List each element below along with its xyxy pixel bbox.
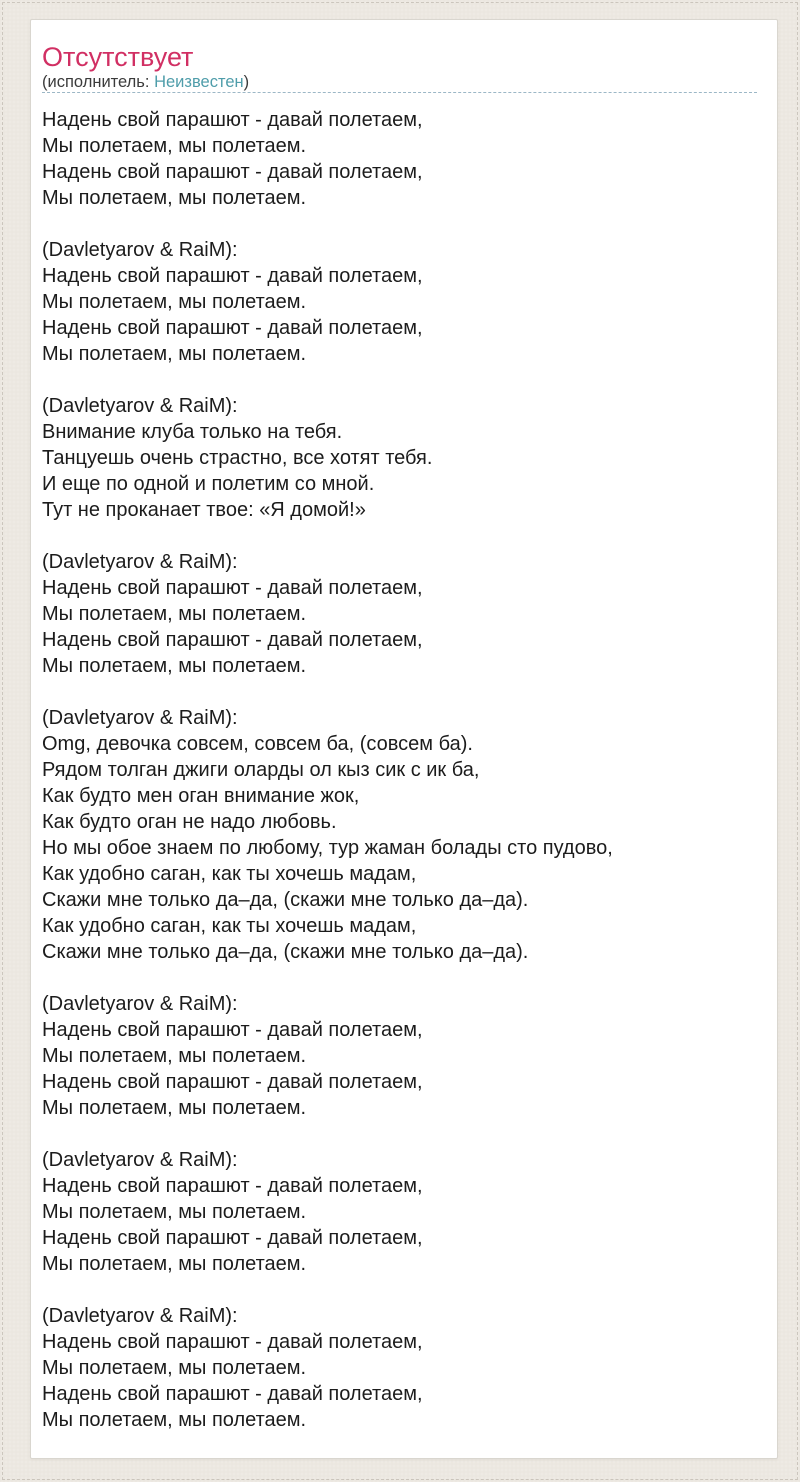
lyrics-line: Надень свой парашют - давай полетаем, [42, 1071, 423, 1093]
lyrics-line: Надень свой парашют - давай полетаем, [42, 109, 423, 131]
lyrics-line: (Davletyarov & RaiM): [42, 239, 238, 261]
lyrics-line: Скажи мне только да–да, (скажи мне только да–да). [42, 889, 529, 911]
lyrics-line: Мы полетаем, мы полетаем. [42, 1357, 307, 1379]
lyrics-stanza [42, 1303, 757, 1433]
lyrics-line: Мы полетаем, мы полетаем. [42, 187, 307, 209]
page-title: Отсутствует [42, 42, 194, 72]
lyrics-line: Мы полетаем, мы полетаем. [42, 603, 307, 625]
artist-row [42, 72, 757, 92]
lyrics-line: Мы полетаем, мы полетаем. [42, 1409, 307, 1431]
lyrics-stanza [42, 107, 757, 211]
lyrics-line: Надень свой парашют - давай полетаем, [42, 1383, 423, 1405]
lyrics-line: Внимание клуба только на тебя. [42, 421, 343, 443]
lyrics-stanza [42, 1147, 757, 1277]
lyrics-line: Мы полетаем, мы полетаем. [42, 291, 307, 313]
song-header [42, 42, 757, 93]
lyrics-text [42, 107, 757, 1433]
lyrics-line: Надень свой парашют - давай полетаем, [42, 629, 423, 651]
lyrics-line: Надень свой парашют - давай полетаем, [42, 317, 423, 339]
lyrics-line: Как будто мен оган внимание жок, [42, 785, 360, 807]
lyrics-line: (Davletyarov & RaiM): [42, 707, 238, 729]
lyrics-stanza [42, 393, 757, 523]
artist-link[interactable]: Неизвестен [154, 73, 244, 91]
artist-label-prefix: (исполнитель: [42, 73, 150, 91]
lyrics-line: Мы полетаем, мы полетаем. [42, 1097, 307, 1119]
lyrics-stanza [42, 237, 757, 367]
lyrics-line: (Davletyarov & RaiM): [42, 993, 238, 1015]
lyrics-stanza [42, 991, 757, 1121]
lyrics-line: (Davletyarov & RaiM): [42, 395, 238, 417]
lyrics-stanza [42, 705, 757, 965]
lyrics-line: Надень свой парашют - давай полетаем, [42, 1019, 423, 1041]
lyrics-line: Надень свой парашют - давай полетаем, [42, 577, 423, 599]
lyrics-line: (Davletyarov & RaiM): [42, 551, 238, 573]
lyrics-line: Скажи мне только да–да, (скажи мне только да–да). [42, 941, 529, 963]
lyrics-line: Мы полетаем, мы полетаем. [42, 1201, 307, 1223]
lyrics-line: Надень свой парашют - давай полетаем, [42, 1331, 423, 1353]
lyrics-line: Мы полетаем, мы полетаем. [42, 1045, 307, 1067]
lyrics-line: Как удобно саган, как ты хочешь мадам, [42, 915, 417, 937]
lyrics-line: Как будто оган не надо любовь. [42, 811, 337, 833]
lyrics-line: Надень свой парашют - давай полетаем, [42, 265, 423, 287]
lyrics-line: И еще по одной и полетим со мной. [42, 473, 375, 495]
lyrics-line: Тут не проканает твое: «Я домой!» [42, 499, 366, 521]
lyrics-card [30, 19, 778, 1459]
lyrics-line: Мы полетаем, мы полетаем. [42, 1253, 307, 1275]
lyrics-line: Мы полетаем, мы полетаем. [42, 655, 307, 677]
lyrics-line: Но мы обое знаем по любому, тур жаман болады сто пудово, [42, 837, 613, 859]
lyrics-line: Надень свой парашют - давай полетаем, [42, 1175, 423, 1197]
lyrics-line: Мы полетаем, мы полетаем. [42, 135, 307, 157]
lyrics-line: Надень свой парашют - давай полетаем, [42, 161, 423, 183]
lyrics-line: Танцуешь очень страстно, все хотят тебя. [42, 447, 433, 469]
lyrics-line: Рядом толган джиги оларды ол кыз сик с ик ба, [42, 759, 480, 781]
artist-label-suffix: ) [243, 73, 250, 91]
lyrics-line: (Davletyarov & RaiM): [42, 1305, 238, 1327]
lyrics-line: (Davletyarov & RaiM): [42, 1149, 238, 1171]
lyrics-line: Omg, девочка совсем, совсем ба, (совсем ба). [42, 733, 473, 755]
lyrics-stanza [42, 549, 757, 679]
lyrics-line: Мы полетаем, мы полетаем. [42, 343, 307, 365]
lyrics-line: Надень свой парашют - давай полетаем, [42, 1227, 423, 1249]
lyrics-line: Как удобно саган, как ты хочешь мадам, [42, 863, 417, 885]
